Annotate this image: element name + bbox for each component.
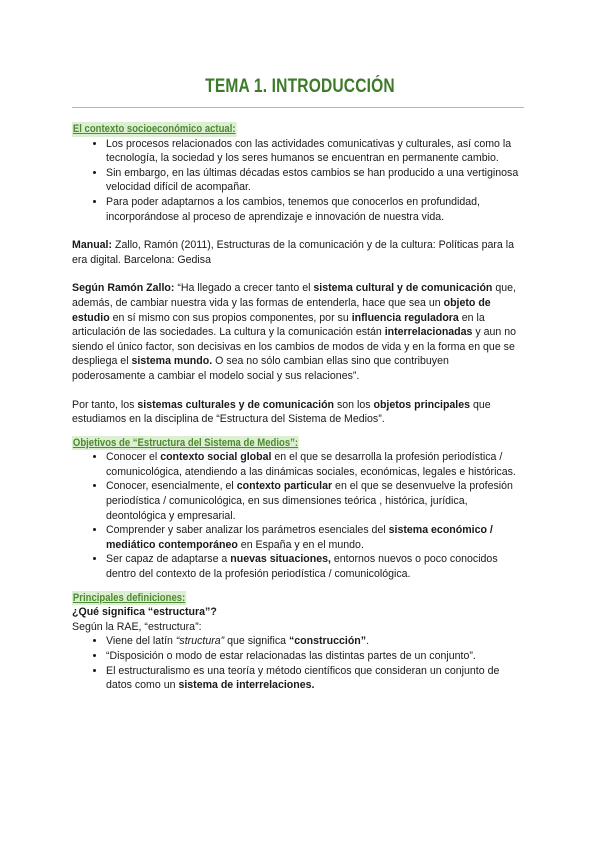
list-item	[106, 552, 524, 581]
bold-run: sistema económico / mediático contemporáneo	[106, 524, 493, 551]
section-heading-objectives: Objetivos de “Estructura del Sistema de Medios”:	[72, 436, 299, 449]
bold-run: interrelacionadas	[384, 326, 473, 339]
text-run: O sea no sólo cambian ellas sino que contribuyen poderosamente a cambiar el modelo social y sus relaciones”.	[72, 355, 449, 382]
list-item: • Los procesos relacionados con las actividades comunicativas y culturales, así como la tecnología, la sociedad y los seres humanos se encuentran en permanente cambio.	[106, 137, 524, 166]
italic-run: “structura”	[175, 635, 225, 648]
list-item: • “Disposición o modo de estar relacionadas las distintas partes de un conjunto”.	[106, 649, 524, 664]
section-heading-context: El contexto socioeconómico actual:	[72, 123, 236, 135]
list-item	[106, 634, 524, 649]
manual-text: Zallo, Ramón (2011), Estructuras de la comunicación y de la cultura: Políticas para la era digital. Barcelona: Gedisa	[72, 239, 514, 266]
text-run: en España y en el mundo.	[237, 538, 364, 551]
document-body	[72, 122, 524, 693]
text-run: Viene del latín	[106, 635, 176, 648]
text-run: en el que se desarrolla la profesión periodística / comunicológica, atendiendo a las dinámicas sociales, económicas, legales e históricas.	[106, 451, 516, 478]
list-item	[106, 664, 524, 693]
list-item: • Sin embargo, en las últimas décadas estos cambios se han producido a una vertiginosa velocidad difícil de acompañar.	[106, 166, 524, 195]
text-run: son los	[334, 398, 374, 411]
definitions-list	[72, 634, 524, 692]
bold-run: sistema de interrelaciones.	[178, 679, 315, 692]
bold-run: nuevas situaciones,	[230, 553, 331, 566]
list-item	[106, 450, 524, 479]
title-divider	[72, 107, 524, 108]
text-run: que estudiamos en la disciplina de “Estructura del Sistema de Medios”.	[72, 398, 491, 426]
bold-run: influencia reguladora	[351, 311, 459, 324]
text-run: Conocer, esencialmente, el	[106, 480, 237, 493]
text-run: Conocer el	[106, 451, 161, 464]
zallo-quote-paragraph	[72, 281, 524, 383]
manual-label: Manual:	[72, 239, 113, 252]
bold-run: objeto de estudio	[72, 296, 491, 324]
context-list	[72, 137, 524, 225]
bold-run: sistema mundo.	[131, 355, 213, 368]
objectives-list	[72, 450, 524, 581]
text-run: “Ha llegado a crecer tanto el	[174, 282, 314, 295]
page-title: TEMA 1. INTRODUCCIÓN	[205, 76, 395, 97]
bold-run: contexto particular	[236, 480, 333, 493]
text-run: Ser capaz de adaptarse a	[106, 553, 231, 566]
bold-run: sistema cultural y de comunicación	[313, 282, 493, 295]
zallo-label: Según Ramón Zallo:	[72, 282, 175, 295]
bold-run: “construcción”	[288, 635, 367, 648]
question-text: ¿Qué significa “estructura”?	[72, 606, 217, 619]
text-run: Comprender y saber analizar los parámetros esenciales del	[106, 524, 389, 537]
section-heading-definitions: Principales definiciones:	[72, 591, 186, 604]
text-run: El estructuralismo es una teoría y método científicos que consideran un conjunto de datos como un	[106, 664, 500, 692]
text-run: Por tanto, los	[72, 398, 138, 411]
list-item: • Para poder adaptarnos a los cambios, tenemos que conocerlos en profundidad, incorporándose al proceso de aprendizaje e innovación de nuestra vida.	[106, 195, 524, 224]
manual-paragraph	[72, 238, 524, 267]
text-run: entornos nuevos o poco conocidos dentro del contexto de la profesión periodística / comunicológica.	[106, 553, 498, 581]
text-run: en la articulación de las sociedades. La cultura y la comunicación están	[72, 311, 485, 339]
text-run: y aun no siendo el único factor, son decisivas en los cambios de modos de vida y en la forma en que se despliega el	[72, 326, 517, 368]
list-item	[106, 479, 524, 523]
conclusion-paragraph	[72, 398, 524, 427]
text-run: .	[366, 635, 370, 648]
bold-run: objetos principales	[373, 398, 471, 411]
list-item	[106, 523, 524, 552]
definition-question	[72, 605, 524, 620]
bold-run: sistemas culturales y de comunicación	[137, 398, 335, 411]
text-run: que significa	[224, 635, 289, 648]
text-run: en el que se desenvuelve la profesión periodística / comunicológica, en sus dimensiones teórica , histórica, jurídica, deontológica y empresarial.	[106, 480, 513, 522]
bold-run: contexto social global	[160, 451, 272, 464]
text-run: que, además, de cambiar nuestra vida y las formas de entenderla, hace que sea un	[72, 282, 516, 309]
rae-line: Según la RAE, “estructura”:	[72, 620, 202, 633]
text-run: en sí mismo con sus propios componentes, por su	[109, 311, 352, 324]
